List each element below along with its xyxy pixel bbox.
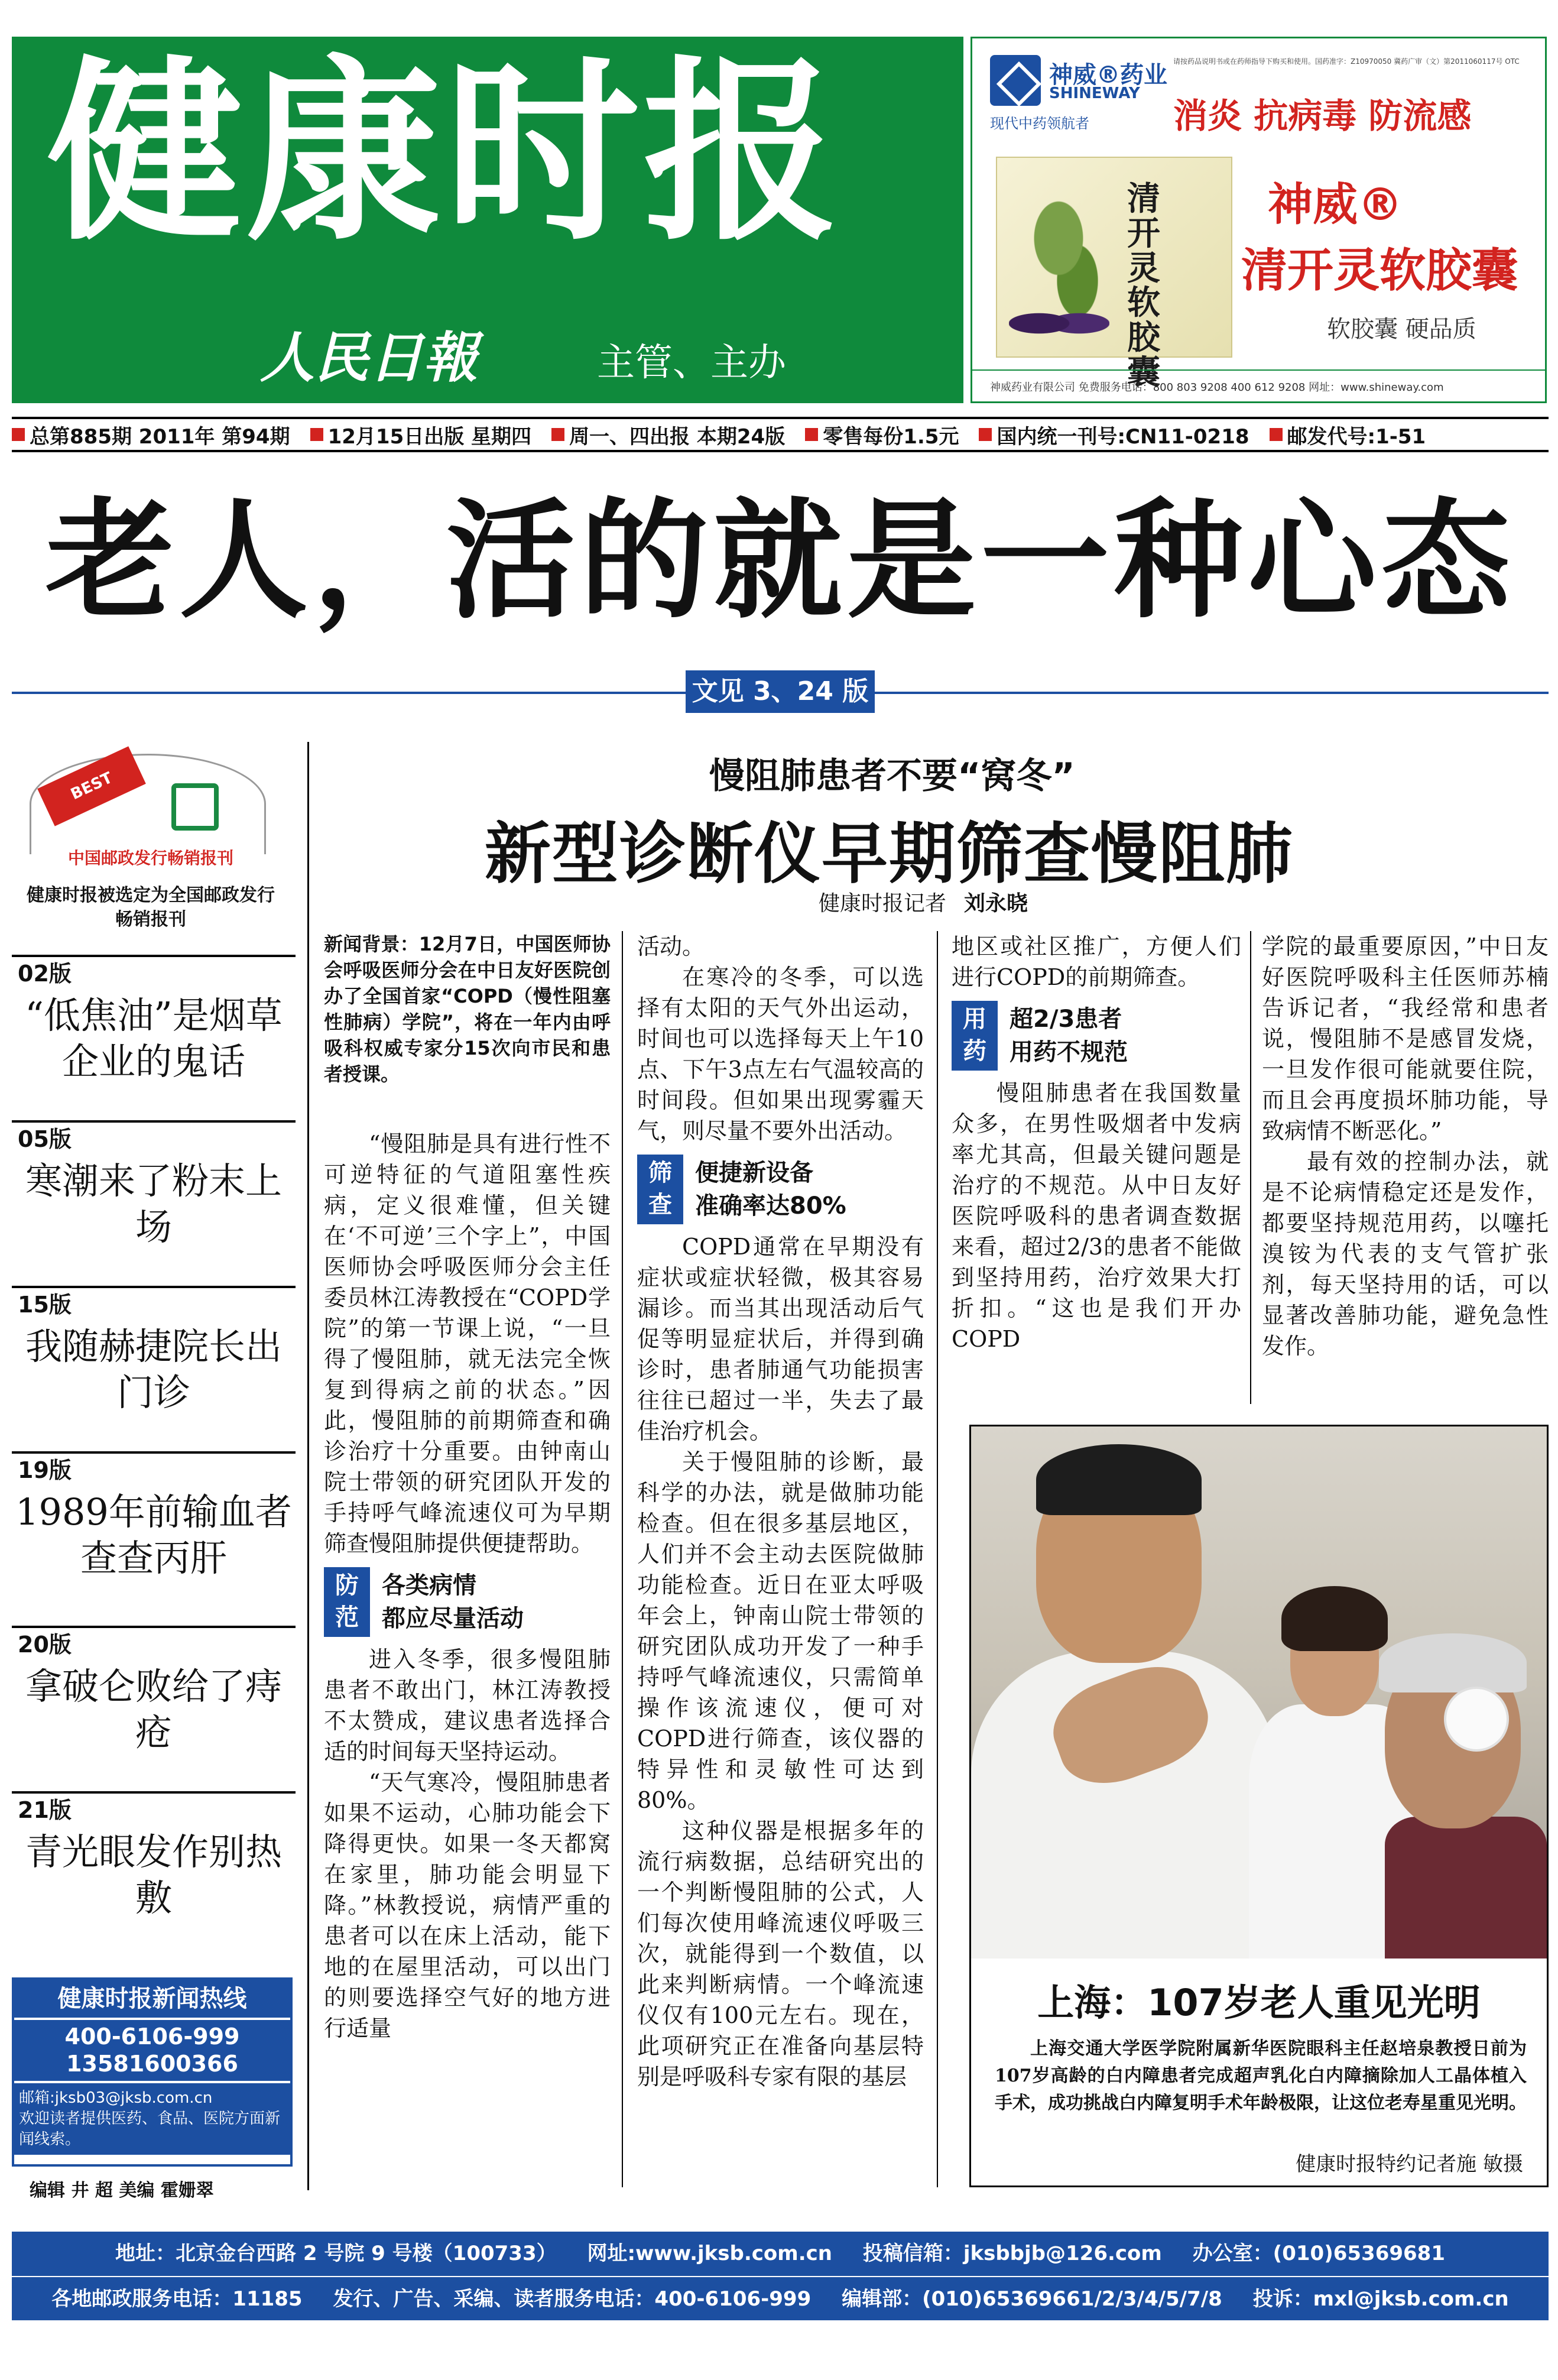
info-item: 12月15日出版 星期四 [310, 420, 531, 449]
paragraph: 地区或社区推广，方便人们进行COPD的前期筛查。 [952, 933, 1241, 990]
paragraph: “天气寒冷，慢阻肺患者如果不运动，心肺功能会下降得更快。如果一冬天都窝在家里，肺功能会明显下降。”林教授说，病情严重的患者可以在床上活动，能下地的在屋里活动，可以出门的则要选择空气好的地方进行适量 [324, 1769, 611, 2041]
subhead-prevention [324, 1567, 611, 1637]
subhead-medication [952, 1001, 1241, 1071]
article-column-3 [952, 931, 1241, 1354]
page-footer [12, 2232, 1549, 2320]
article-kicker: 慢阻肺患者不要“窝冬” [709, 755, 1075, 797]
byline-label: 健康时报记者 [819, 891, 947, 916]
photo-title[interactable]: 上海：107岁老人重见光明 [1037, 1981, 1481, 2024]
publisher-name: 人民日報 [260, 326, 478, 390]
info-item: 邮发代号:1-51 [1270, 420, 1426, 449]
hotline-phone-2[interactable]: 13581600366 [66, 2050, 238, 2077]
patient-figure [1385, 1817, 1547, 1959]
hotline-email[interactable]: 邮箱:jksb03@jksb.com.cn [19, 2089, 213, 2107]
paragraph: 最有效的控制办法，就是不论病情稳定还是发作，都要坚持规范用药，以噻托溴铵为代表的支气管扩张剂，每天坚持用的话，可以显著改善肺功能，避免急性发作。 [1262, 1149, 1549, 1359]
ad-product-tag: 软胶囊 硬品质 [1327, 316, 1476, 343]
article-byline [819, 887, 1028, 917]
hotline-body [14, 2083, 290, 2155]
column-rule [937, 931, 938, 2187]
news-photo[interactable] [971, 1426, 1547, 1959]
subhead-tag: 筛查 [637, 1155, 683, 1224]
ad-brand-en: SHINEWAY [1049, 85, 1140, 102]
toc-version: 20版 [12, 1626, 296, 1659]
footer-row-2 [12, 2276, 1549, 2320]
red-square-icon [805, 428, 818, 441]
eye-patch [1444, 1687, 1509, 1752]
footer-office-phone: 办公室：(010)65369681 [1192, 2242, 1445, 2265]
toc-item[interactable] [12, 1451, 296, 1587]
see-pages-badge[interactable]: 文见 3、24 版 [686, 670, 875, 713]
doctor-hair [1036, 1444, 1202, 1515]
china-post-emblem-icon [171, 783, 219, 831]
toc-item[interactable] [12, 1286, 296, 1421]
article-column-1 [324, 931, 611, 2044]
ad-footer: 神威药业有限公司 免费服务电话：800 803 9208 400 612 9208 网址：www.shineway.com [972, 369, 1545, 403]
ad-slogan: 消炎 抗病毒 防流感 [1173, 96, 1472, 136]
toc-item[interactable] [12, 1120, 296, 1256]
editor-credits: 编辑 井 超 美编 霍姗翠 [30, 2180, 214, 2201]
news-hotline-box [12, 1977, 293, 2167]
article-column-2 [637, 931, 924, 2092]
patient-hair [1379, 1633, 1527, 1692]
nurse-hair [1281, 1586, 1388, 1651]
paragraph: 在寒冷的冬季，可以选择有太阳的天气外出运动，时间也可以选择每天上午10点、下午3点左右气温较高的时间段。但如果出现雾霾天气，则尽量不要外出活动。 [637, 964, 924, 1144]
info-item: 国内统一刊号:CN11-0218 [979, 420, 1249, 449]
paragraph: 活动。 [637, 933, 705, 959]
issue-info-bar [12, 417, 1549, 452]
masthead [12, 37, 963, 403]
subhead-tag: 用药 [952, 1001, 998, 1071]
paragraph: 进入冬季，很多慢阻肺患者不敢出门，林江涛教授不太赞成，建议患者选择合适的时间每天坚持运动。 [324, 1646, 611, 1765]
byline-name: 刘永晓 [964, 891, 1028, 916]
info-item: 总第885期 2011年 第94期 [12, 420, 290, 449]
red-square-icon [979, 428, 992, 441]
subhead-lines: 便捷新设备 准确率达80% [695, 1159, 846, 1220]
toc-title[interactable]: “低焦油”是烟草企业的鬼话 [25, 994, 283, 1083]
hotline-phones [14, 2020, 290, 2081]
footer-row-1 [12, 2232, 1549, 2276]
toc-title[interactable]: 青光眼发作别热敷 [25, 1830, 282, 1919]
red-square-icon [12, 428, 25, 441]
toc-title[interactable]: 拿破仑败给了痔疮 [25, 1665, 282, 1754]
toc-version: 05版 [12, 1120, 296, 1153]
paragraph: 这种仪器是根据多年的流行病数据，总结研究出的一个判断慢阻肺的公式，人们每次使用峰流速仪呼吸三次，就能得到一个数值，以此来判断病情。一个峰流速仪仅有100元左右。现在，此项研究正在准备向基层特别是呼吸科专家有限的基层 [637, 1818, 924, 2090]
footer-address: 地址：北京金台西路 2 号院 9 号楼（100733） [115, 2242, 557, 2265]
article-title[interactable]: 新型诊断仪早期筛查慢阻肺 [485, 816, 1293, 893]
toc-item[interactable] [12, 1626, 296, 1761]
toc-version: 02版 [12, 955, 296, 988]
postal-caption: 中国邮政发行畅销报刊 [67, 848, 233, 868]
paragraph: COPD通常在早期没有症状或症状轻微，极其容易漏诊。而当其出现活动后气促等明显症状后，并得到确诊时，患者肺通气功能损害往往已超过一半，失去了最佳治疗机会。 [637, 1234, 924, 1444]
red-square-icon [1270, 428, 1283, 441]
hotline-title: 健康时报新闻热线 [14, 1980, 290, 2018]
newspaper-title: 健康时报 [47, 37, 842, 267]
ad-product-brand: 神威® [1268, 178, 1403, 231]
toc-item[interactable] [12, 1791, 296, 1927]
news-background: 新闻背景：12月7日，中国医师协会呼吸医师分会在中日友好医院创办了全国首家“COPD（慢性阻塞性肺病）学院”，将在一年内由呼吸科权威专家分15次向市民和患者授课。 [324, 933, 611, 1085]
best-selling-ribbon: BEST SELLING [37, 746, 146, 826]
subhead-tag: 防范 [324, 1567, 370, 1637]
ad-brand-name: 神威®药业 [1049, 61, 1167, 89]
toc-title[interactable]: 我随赫捷院长出门诊 [25, 1325, 282, 1414]
toc-title[interactable]: 寒潮来了粉末上场 [25, 1159, 282, 1249]
shineway-logo-icon [990, 55, 1041, 106]
paragraph: “慢阻肺是具有进行性不可逆特征的气道阻塞性疾病，定义很难懂，但关键在‘不可逆’三个字上”，中国医师协会呼吸医师分会主任委员林江涛教授在“COPD学院”的第一节课上说，“一旦得了慢阻肺，就无法完全恢复到得病之前的状态。”因此，慢阻肺的前期筛查和确诊治疗十分重要。由钟南山院士带领的研究团队开发的手持呼气峰流速仪可为早期筛查慢阻肺提供便捷帮助。 [324, 1131, 611, 1557]
lead-headline[interactable]: 老人，活的就是一种心态 [46, 487, 1515, 636]
article-column-4 [1262, 931, 1549, 1361]
product-box-image [996, 157, 1232, 392]
footer-editorial-phone: 编辑部：(010)65369661/2/3/4/5/7/8 [842, 2287, 1222, 2311]
photo-caption: 上海交通大学医学院附属新华医院眼科主任赵培泉教授日前为107岁高龄的白内障患者完成超声乳化白内障摘除加人工晶体植入手术，成功挑战白内障复明手术年龄极限，让这位老寿星重见光明。 [995, 2038, 1527, 2113]
footer-complaint-email[interactable]: 投诉：mxl@jksb.com.cn [1252, 2287, 1509, 2311]
paragraph: 学院的最重要原因，”中日友好医院呼吸科主任医师苏楠告诉记者，“我经常和患者说，慢阻肺不是感冒发烧，一旦发作很可能就要住院，而且会再度损坏肺功能，导致病情不断恶化。” [1262, 933, 1549, 1144]
red-square-icon [310, 428, 323, 441]
footer-submission-email[interactable]: 投稿信箱：jksbbjb@126.com [862, 2242, 1162, 2265]
photo-story [969, 1425, 1549, 2187]
column-rule [1250, 931, 1251, 1404]
product-box-text: 清开灵软胶囊 [1127, 179, 1160, 392]
footer-postal-service: 各地邮政服务电话：11185 [51, 2287, 303, 2311]
toc-version: 19版 [12, 1451, 296, 1484]
postal-note: 健康时报被选定为全国邮政发行畅销报刊 [27, 885, 275, 930]
info-item: 周一、四出报 本期24版 [551, 420, 785, 449]
column-rule [622, 931, 623, 2187]
toc-item[interactable] [12, 955, 296, 1090]
advertisement [970, 37, 1547, 403]
ad-fine-print: 请按药品说明书或在药师指导下购买和使用。国药准字：Z10970050 冀药广审（文）第2011060117号 OTC [1173, 57, 1520, 66]
info-item: 零售每份1.5元 [805, 420, 959, 449]
sidebar-divider [307, 742, 309, 2190]
hotline-phone-1[interactable]: 400-6106-999 [64, 2024, 240, 2050]
subhead-screening [637, 1155, 924, 1224]
photo-credit: 健康时报特约记者施 敏摄 [1296, 2152, 1523, 2176]
footer-website[interactable]: 网址:www.jksb.com.cn [587, 2242, 832, 2265]
toc-title[interactable]: 1989年前输血者查查丙肝 [15, 1490, 292, 1580]
toc-version: 21版 [12, 1791, 296, 1824]
footer-reader-service: 发行、广告、采编、读者服务电话：400-6106-999 [333, 2287, 812, 2311]
hotline-note: 欢迎读者提供医药、食品、医院方面新闻线索。 [19, 2110, 281, 2149]
paragraph: 慢阻肺患者在我国数量众多，在男性吸烟者中发病率尤其高，但最关键问题是治疗的不规范。从中日友好医院呼吸科的患者调查数据来看，超过2/3的患者不能做到坚持用药，治疗效果大打折扣。“这也是我们开办COPD [952, 1080, 1241, 1352]
capsules-icon [1009, 300, 1109, 347]
ad-product-name: 清开灵软胶囊 [1241, 244, 1518, 297]
paragraph: 关于慢阻肺的诊断，最科学的办法，就是做肺功能检查。但在很多基层地区，人们并不会主动去医院做肺功能检查。近日在亚太呼吸年会上，钟南山院士带领的研究团队成功开发了一种手持呼气峰流速仪，只需简单操作该流速仪，便可对COPD进行筛查，该仪器的特异性和灵敏性可达到80%。 [637, 1449, 924, 1813]
subhead-lines: 各类病情 都应尽量活动 [382, 1572, 524, 1632]
toc-version: 15版 [12, 1286, 296, 1319]
publisher-role: 主管、主办 [597, 341, 786, 385]
ad-brand-slogan: 现代中药领航者 [990, 115, 1089, 132]
red-square-icon [551, 428, 564, 441]
subhead-lines: 超2/3患者 用药不规范 [1010, 1006, 1128, 1066]
